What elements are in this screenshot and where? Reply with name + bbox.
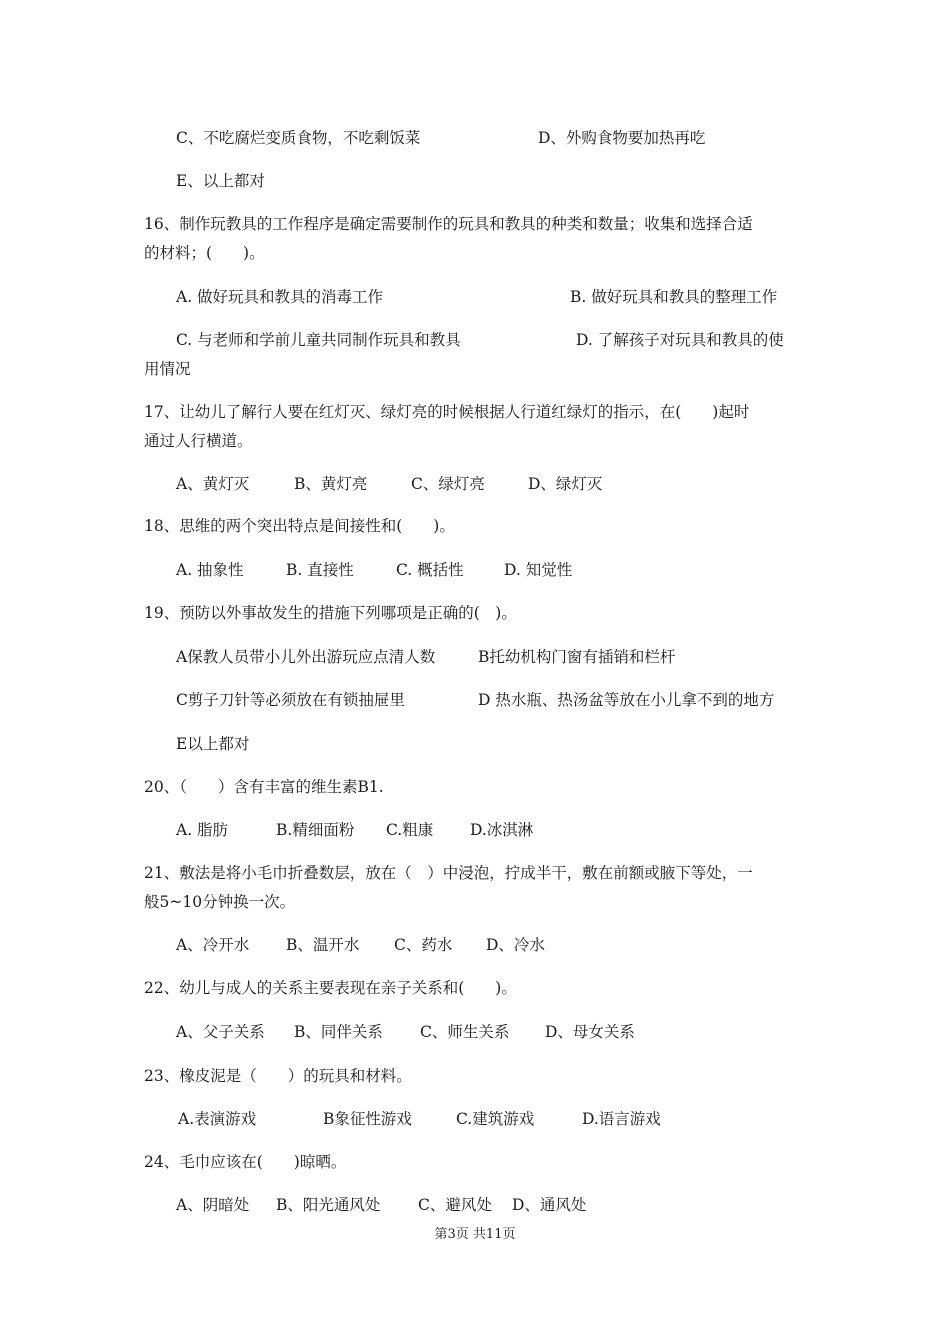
answer-option: B. 直接性 (286, 561, 354, 579)
answer-option: C、师生关系 (420, 1023, 510, 1041)
answer-option: B象征性游戏 (323, 1110, 412, 1128)
answer-option: D 热水瓶、热汤盆等放在小儿拿不到的地方 (478, 691, 775, 709)
question-text: 般5~10分钟换一次。 (144, 893, 296, 911)
question-text: 通过人行横道。 (144, 432, 253, 450)
answer-option: D.语言游戏 (582, 1110, 661, 1128)
answer-option: A、黄灯灭 (176, 475, 250, 493)
answer-option: B. 做好玩具和教具的整理工作 (570, 288, 778, 306)
answer-option: C、避风处 (418, 1196, 492, 1214)
question-text: 的材料；( )。 (144, 244, 265, 262)
answer-option: A、冷开水 (176, 936, 250, 954)
answer-option: D. 了解孩子对玩具和教具的使 (576, 331, 784, 349)
answer-option: D、外购食物要加热再吃 (538, 129, 706, 147)
answer-option: C.建筑游戏 (456, 1110, 535, 1128)
question-text: 17、让幼儿了解行人要在红灯灭、绿灯亮的时候根据人行道红绿灯的指示，在( )起时 (144, 403, 750, 421)
answer-option: E以上都对 (176, 735, 250, 753)
answer-option: B、温开水 (286, 936, 360, 954)
answer-option: A.表演游戏 (178, 1110, 257, 1128)
answer-option: D、绿灯灭 (528, 475, 603, 493)
answer-option: C. 与老师和学前儿童共同制作玩具和教具 (176, 331, 461, 349)
question-text: 用情况 (144, 360, 191, 378)
answer-option: D.冰淇淋 (470, 821, 534, 839)
answer-option: D. 知觉性 (504, 561, 573, 579)
answer-option: E、以上都对 (176, 172, 265, 190)
answer-option: D、通风处 (512, 1196, 587, 1214)
answer-option: C.粗康 (386, 821, 434, 839)
answer-option: D、母女关系 (545, 1023, 635, 1041)
answer-option: C剪子刀针等必须放在有锁抽屉里 (176, 691, 405, 709)
answer-option: D、冷水 (486, 936, 545, 954)
answer-option: A. 做好玩具和教具的消毒工作 (176, 288, 384, 306)
answer-option: C、不吃腐烂变质食物，不吃剩饭菜 (176, 129, 421, 147)
question-text: 21、敷法是将小毛巾折叠数层，放在（ ）中浸泡，拧成半干，敷在前额或腋下等处，一 (144, 864, 753, 882)
answer-option: B、阳光通风处 (276, 1196, 381, 1214)
question-text: 18、思维的两个突出特点是间接性和( )。 (144, 517, 455, 535)
answer-option: A. 脂肪 (176, 821, 229, 839)
answer-option: A保教人员带小儿外出游玩应点清人数 (176, 648, 436, 666)
question-text: 16、制作玩教具的工作程序是确定需要制作的玩具和教具的种类和数量；收集和选择合适 (144, 215, 753, 233)
answer-option: A、父子关系 (176, 1023, 265, 1041)
answer-option: C. 概括性 (396, 561, 464, 579)
answer-option: B.精细面粉 (276, 821, 355, 839)
answer-option: C、药水 (394, 936, 453, 954)
answer-option: C、绿灯亮 (411, 475, 485, 493)
page-footer: 第3页 共11页 (434, 1227, 516, 1242)
answer-option: B、同伴关系 (294, 1023, 383, 1041)
question-text: 20、（ ）含有丰富的维生素B1. (144, 778, 384, 796)
answer-option: B托幼机构门窗有插销和栏杆 (478, 648, 676, 666)
answer-option: A、阴暗处 (176, 1196, 250, 1214)
question-text: 19、预防以外事故发生的措施下列哪项是正确的( )。 (144, 604, 517, 622)
question-text: 24、毛巾应该在( )晾晒。 (144, 1153, 347, 1171)
answer-option: B、黄灯亮 (294, 475, 368, 493)
question-text: 22、幼儿与成人的关系主要表现在亲子关系和( )。 (144, 979, 517, 997)
answer-option: A. 抽象性 (176, 561, 244, 579)
question-text: 23、橡皮泥是（ ）的玩具和材料。 (144, 1067, 412, 1085)
